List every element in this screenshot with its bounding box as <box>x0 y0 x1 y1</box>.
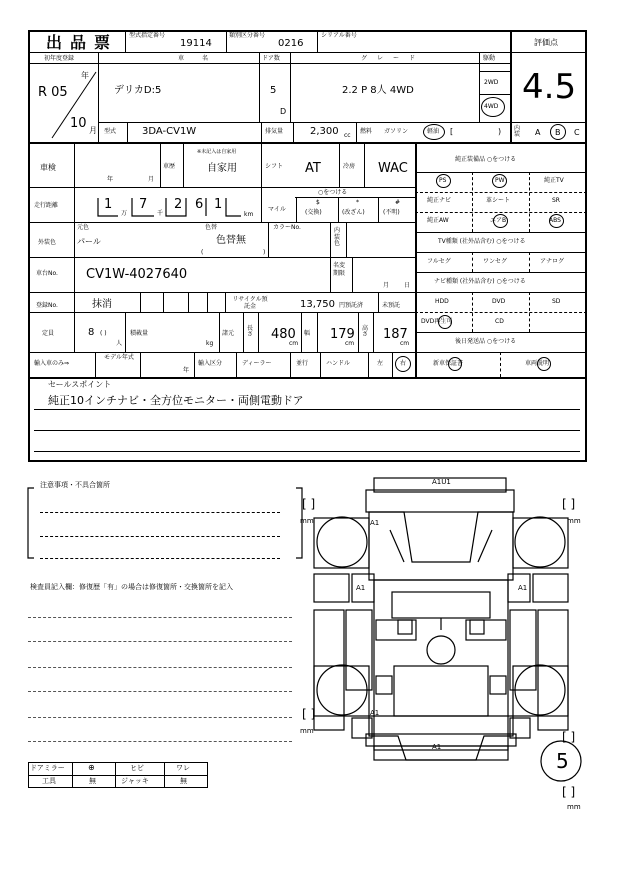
width-value: 179 <box>330 327 355 342</box>
inspect-month-unit: 月 <box>148 176 155 183</box>
color-no-label: カラーNo. <box>273 224 301 231</box>
fuel-diesel: 軽油 <box>427 128 440 135</box>
navi-sd: SD <box>552 298 561 305</box>
fuel-value: ガソリン <box>384 128 409 135</box>
mark-left-side: A1 <box>356 584 366 592</box>
tire-rr-bracket: [ ] <box>562 730 576 744</box>
first-reg-label: 初年度登録 <box>44 55 75 62</box>
mark-rear-bumper: A1 <box>432 743 442 751</box>
drive-4wd: 4WD <box>484 103 499 110</box>
orig-color-label: 元色 <box>77 224 90 231</box>
first-reg-era: R 05 <box>38 85 68 100</box>
inspect-year-unit: 年 <box>107 176 114 183</box>
doors-suffix: D <box>280 107 287 116</box>
mark-front-left: A1 <box>370 519 380 527</box>
equip-abs: ABS <box>549 217 561 224</box>
score-label: 評価点 <box>534 38 558 47</box>
sales-point-label: セールスポイント <box>48 380 112 389</box>
hibi-label: ヒビ <box>130 764 144 772</box>
ware-label: ワレ <box>176 764 190 772</box>
spare-bracket: [ ] <box>562 785 576 799</box>
type-cert-label: 型式指定番号 <box>129 32 166 39</box>
model-value: 3DA-CV1W <box>142 126 197 137</box>
navi-hdd: HDD <box>435 298 449 305</box>
tv-fullseg: フルセグ <box>427 258 451 265</box>
model-year-unit: 年 <box>183 367 190 374</box>
drive-4wd-circle <box>481 97 505 117</box>
history-label: 車歴 <box>163 163 176 170</box>
front-body <box>369 512 513 580</box>
later-items-label: 後日発送品 ○をつける <box>455 338 517 345</box>
drive-2wd: 2WD <box>484 79 499 86</box>
chassis-value: CV1W-4027640 <box>86 267 188 282</box>
class-no: 0216 <box>278 38 304 49</box>
form-title: 出品票 <box>46 33 119 52</box>
equip-ps: PS <box>439 177 447 184</box>
later-manual: 車両説明 <box>525 360 550 367</box>
recycle-value: 13,750 <box>300 299 335 310</box>
handle-right: 右 <box>400 360 407 367</box>
grade-label: グレード <box>361 55 426 62</box>
ac-label: 冷房 <box>343 163 356 170</box>
length-value: 480 <box>271 327 296 342</box>
interior-label: 内装 <box>514 125 521 138</box>
handle-right-circle <box>395 356 411 372</box>
later-manual-circle <box>537 357 551 371</box>
disp-value: 2,300 <box>310 126 339 137</box>
import-class-label: 輸入区分 <box>198 360 223 367</box>
score-value: 4.5 <box>522 67 577 107</box>
dims-label: 諸元 <box>222 330 235 337</box>
interior-b-circle <box>550 124 566 140</box>
km-unit: km <box>244 211 254 218</box>
first-reg-month: 10 <box>70 116 87 131</box>
drive-label: 駆動 <box>483 55 496 62</box>
load-label: 積載量 <box>130 330 149 337</box>
tv-type-label: TV種類 (社外品含む) ○をつける <box>438 238 526 245</box>
fuel-bracket: [ <box>450 127 454 136</box>
parallel-option: 並行 <box>296 360 309 367</box>
equip-aw: 純正AW <box>427 217 449 224</box>
height-label: 高さ <box>362 325 369 338</box>
doors-label: ドア数 <box>262 55 280 62</box>
wheel-front-right <box>515 517 565 567</box>
jack-label: ジャッキ <box>121 777 149 785</box>
mark-right-side: A1 <box>518 584 528 592</box>
mileage-digit-4: 6 <box>195 197 204 212</box>
color-paren-l: ( <box>201 249 204 256</box>
inspector-label: 検査員記入欄：修復歴「有」の場合は修復箇所・交換箇所を記入 <box>30 583 233 591</box>
sen-unit: 千 <box>157 210 164 217</box>
interior-c: C <box>574 128 580 137</box>
tire-fl-bracket: [ ] <box>302 497 316 511</box>
equip-airbag: エアB <box>490 217 507 224</box>
rear-body <box>369 716 513 760</box>
model-label: 型式 <box>104 128 117 135</box>
tv-analog: アナログ <box>540 258 565 265</box>
inspect-label: 車検 <box>40 163 56 172</box>
disp-label: 排気量 <box>265 128 284 135</box>
color-change-label: 色替 <box>205 224 218 231</box>
mileage-digit-5: 1 <box>214 197 223 212</box>
interior-color-label: 内装色 <box>334 227 341 248</box>
length-label: 長さ <box>247 325 254 338</box>
equip-pw-circle <box>492 174 507 188</box>
grade-value: 2.2 P 8人 4WD <box>342 85 414 96</box>
shift-label: シフト <box>265 163 284 170</box>
disp-unit: cc <box>344 132 351 139</box>
fuel-label: 燃料 <box>360 128 373 135</box>
sales-point-text: 純正10インチナビ・全方位モニター・両側電動ドア <box>48 394 304 407</box>
fuel-bracket-close: ) <box>498 127 502 136</box>
model-year-label: モデル年式 <box>104 354 134 361</box>
tire-fr-mm: mm <box>567 517 581 525</box>
navi-dvd-play-circle <box>438 315 452 329</box>
equip-ps-circle <box>436 174 451 188</box>
reg-label: 登録No. <box>36 302 58 309</box>
reg-value: 抹消 <box>92 299 112 310</box>
type-cert-no: 19114 <box>180 38 212 49</box>
equip-navi: 純正ナビ <box>427 197 452 204</box>
circle-note: ○をつける <box>318 189 348 196</box>
mileage-digit-3: 2 <box>174 197 183 212</box>
exchange-option: (交換) <box>305 209 322 216</box>
man-unit: 万 <box>121 210 128 217</box>
orig-color: パール <box>77 237 101 246</box>
dealer-option: ディーラー <box>242 360 272 367</box>
star-mark: * <box>356 199 359 206</box>
capacity-parens: ( ) <box>100 330 107 337</box>
later-warranty: 新車保証書 <box>433 360 464 367</box>
width-cm: cm <box>345 340 355 347</box>
door-mirror-label: ドアミラー <box>30 764 65 772</box>
tire-fr-bracket: [ ] <box>562 497 576 511</box>
car-name-label: 車名 <box>178 55 227 62</box>
doors-value: 5 <box>270 85 277 96</box>
chassis-label: 車台No. <box>36 270 58 277</box>
import-label: 輸入車のみ⇒ <box>34 360 70 367</box>
mark-front-bumper: A1U1 <box>432 478 451 486</box>
recycle-unit: 円預託済 <box>339 302 364 309</box>
mileage-digit-1: 1 <box>104 197 113 212</box>
equip-abs-circle <box>549 214 564 228</box>
tools-none: 無 <box>89 777 96 785</box>
name-change-month: 月 <box>383 282 390 289</box>
recycle-pending: 未預託 <box>382 302 401 309</box>
capacity-unit: 人 <box>116 340 123 347</box>
navi-dvd: DVD <box>492 298 506 305</box>
hash-mark: # <box>395 199 401 206</box>
door-mirror-mark: ⊕ <box>88 763 95 772</box>
mark-rear-left: A1 <box>370 709 380 717</box>
exterior-color-label: 外装色 <box>38 239 57 246</box>
cabin <box>374 580 508 750</box>
tools-label: 工具 <box>42 777 56 785</box>
fuel-circle <box>423 124 445 140</box>
history-note: ※未記入は自家用 <box>197 149 237 155</box>
load-kg: kg <box>206 340 214 347</box>
length-cm: cm <box>289 340 299 347</box>
unknown-option: (不明) <box>383 209 400 216</box>
handle-left: 左 <box>377 360 384 367</box>
width-label: 幅 <box>304 330 311 337</box>
caution-bracket <box>26 486 306 562</box>
equip-airbag-circle <box>493 214 508 228</box>
height-value: 187 <box>383 327 408 342</box>
tire-rl-bracket: [ ] <box>302 707 316 721</box>
factory-equipment-label: 純正装備品 ○をつける <box>455 156 517 163</box>
tire-fl-mm: mm <box>300 517 314 525</box>
jack-none: 無 <box>180 777 187 785</box>
navi-cd: CD <box>495 318 504 325</box>
mileage-label: 走行距離 <box>34 202 59 209</box>
color-paren-r: ) <box>263 249 266 256</box>
history-value: 自家用 <box>207 163 237 174</box>
equip-pw: PW <box>495 177 505 184</box>
equip-tv: 純正TV <box>544 177 564 184</box>
tire-rl-mm: mm <box>300 727 314 735</box>
caution-label: 注意事項・不具合箇所 <box>40 481 110 489</box>
recycle-label: リサイクル預託金 <box>232 296 268 311</box>
car-name: デリカD:5 <box>114 85 162 96</box>
handle-label: ハンドル <box>326 360 351 367</box>
month-unit: 月 <box>89 126 97 135</box>
height-cm: cm <box>400 340 410 347</box>
interior-a: A <box>535 128 541 137</box>
shift-value: AT <box>305 161 321 176</box>
wheel-front-left <box>317 517 367 567</box>
interior-b: B <box>555 128 561 137</box>
class-label: 類別区分番号 <box>229 32 266 39</box>
spare-mm: mm <box>567 803 581 811</box>
altered-option: (改ざん) <box>342 209 365 216</box>
ac-value: WAC <box>378 161 408 176</box>
equip-sr: SR <box>552 197 560 204</box>
navi-dvd-play: DVD再生可 <box>421 318 453 325</box>
capacity-label: 定員 <box>42 330 55 337</box>
mileage-ticks <box>96 190 246 220</box>
equip-leather: 革シート <box>486 197 511 204</box>
spare-tire-value: 5 <box>556 749 569 773</box>
navi-type-label: ナビ種類 (社外品含む) ○をつける <box>434 278 526 285</box>
serial-label: シリアル番号 <box>321 32 357 39</box>
hood-top <box>366 490 514 512</box>
car-diagram <box>294 470 594 815</box>
name-change-label: 名変期限 <box>333 262 346 277</box>
capacity-value: 8 <box>88 327 95 338</box>
color-change: 色替無 <box>216 235 246 246</box>
mile-option: マイル <box>268 206 286 213</box>
mileage-digit-2: 7 <box>139 197 148 212</box>
later-warranty-circle <box>448 357 462 371</box>
year-unit: 年 <box>81 71 89 80</box>
dollar-mark: $ <box>316 199 320 206</box>
tv-oneseg: ワンセグ <box>483 258 508 265</box>
name-change-day: 日 <box>404 282 411 289</box>
